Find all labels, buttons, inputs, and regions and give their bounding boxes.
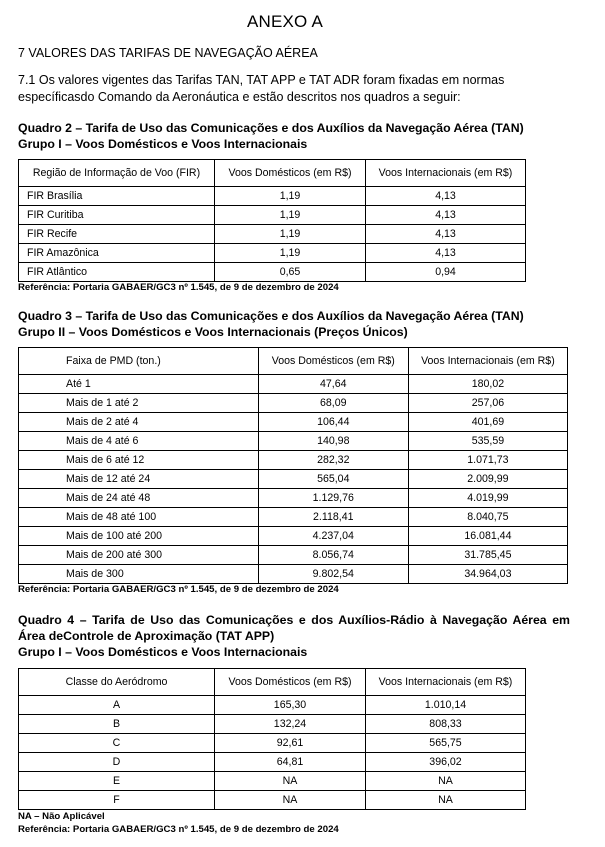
quadro2-table [18, 159, 526, 282]
table-row [19, 413, 568, 432]
section-title: 7 VALORES DAS TARIFAS DE NAVEGAÇÃO AÉREA [18, 46, 318, 60]
quadro4-title [18, 612, 570, 660]
row-label-cell: F [19, 791, 215, 810]
value-cell: 4,13 [366, 225, 526, 244]
value-cell: 396,02 [366, 753, 526, 772]
value-cell: 535,59 [408, 432, 567, 451]
value-cell: 401,69 [408, 413, 567, 432]
value-cell: 1,19 [215, 225, 366, 244]
quadro3-subtitle: Grupo II – Voos Domésticos e Voos Internacionais (Preços Únicos) [18, 325, 408, 339]
quadro2-subtitle: Grupo I – Voos Domésticos e Voos Internacionais [18, 137, 308, 151]
table-row [19, 791, 526, 810]
table-row [19, 394, 568, 413]
column-header: Faixa de PMD (ton.) [19, 348, 259, 375]
value-cell: NA [366, 791, 526, 810]
table-row [19, 715, 526, 734]
table-row [19, 451, 568, 470]
table-row [19, 206, 526, 225]
column-header: Voos Domésticos (em R$) [258, 348, 408, 375]
column-header: Classe do Aeródromo [19, 669, 215, 696]
value-cell: 2.009,99 [408, 470, 567, 489]
table-row [19, 753, 526, 772]
column-header: Voos Domésticos (em R$) [215, 160, 366, 187]
column-header: Região de Informação de Voo (FIR) [19, 160, 215, 187]
column-header: Voos Internacionais (em R$) [366, 669, 526, 696]
value-cell: 1.071,73 [408, 451, 567, 470]
table-row [19, 225, 526, 244]
row-label-cell: Mais de 200 até 300 [19, 546, 259, 565]
table-row [19, 432, 568, 451]
quadro4-title-line: Quadro 4 – Tarifa de Uso das Comunicações e dos Auxílios-Rádio à Navegação Aérea em Área deControle de Aproximação (TAT APP) [18, 613, 570, 643]
value-cell: 9.802,54 [258, 565, 408, 584]
value-cell: 2.118,41 [258, 508, 408, 527]
value-cell: 0,94 [366, 263, 526, 282]
table-row [19, 772, 526, 791]
value-cell: 92,61 [215, 734, 366, 753]
value-cell: 808,33 [366, 715, 526, 734]
row-label-cell: Mais de 100 até 200 [19, 527, 259, 546]
row-label-cell: Mais de 48 até 100 [19, 508, 259, 527]
row-label-cell: FIR Amazônica [19, 244, 215, 263]
column-header: Voos Internacionais (em R$) [366, 160, 526, 187]
value-cell: 4,13 [366, 244, 526, 263]
intro-paragraph: 7.1 Os valores vigentes das Tarifas TAN, TAT APP e TAT ADR foram fixadas em normas específicasdo Comando da Aeronáutica e estão descritos nos quadros a seguir: [18, 73, 505, 104]
quadro3-title-line: Quadro 3 – Tarifa de Uso das Comunicações e dos Auxílios da Navegação Aérea (TAN) [18, 309, 524, 323]
row-label-cell: FIR Atlântico [19, 263, 215, 282]
value-cell: 282,32 [258, 451, 408, 470]
value-cell: 1,19 [215, 206, 366, 225]
value-cell: 34.964,03 [408, 565, 567, 584]
row-label-cell: Mais de 6 até 12 [19, 451, 259, 470]
quadro4-table [18, 668, 526, 810]
annex-title: ANEXO A [246, 12, 324, 31]
row-label-cell: FIR Curitiba [19, 206, 215, 225]
value-cell: 64,81 [215, 753, 366, 772]
table-row [19, 263, 526, 282]
value-cell: NA [215, 772, 366, 791]
row-label-cell: D [19, 753, 215, 772]
value-cell: 180,02 [408, 375, 567, 394]
row-label-cell: FIR Brasília [19, 187, 215, 206]
value-cell: 1,19 [215, 187, 366, 206]
value-cell: 565,75 [366, 734, 526, 753]
value-cell: 0,65 [215, 263, 366, 282]
table-header-row [19, 348, 568, 375]
quadro3-body [19, 375, 568, 584]
row-label-cell: FIR Recife [19, 225, 215, 244]
value-cell: 8.040,75 [408, 508, 567, 527]
value-cell: 106,44 [258, 413, 408, 432]
value-cell: 4,13 [366, 187, 526, 206]
quadro2-body [19, 187, 526, 282]
value-cell: 257,06 [408, 394, 567, 413]
value-cell: 47,64 [258, 375, 408, 394]
value-cell: 68,09 [258, 394, 408, 413]
row-label-cell: Até 1 [19, 375, 259, 394]
table-row [19, 244, 526, 263]
table-row [19, 489, 568, 508]
table-row [19, 546, 568, 565]
quadro4-reference: Referência: Portaria GABAER/GC3 nº 1.545, de 9 de dezembro de 2024 [18, 824, 339, 835]
value-cell: NA [366, 772, 526, 791]
value-cell: 4.019,99 [408, 489, 567, 508]
value-cell: 4.237,04 [258, 527, 408, 546]
quadro2-title [18, 120, 570, 152]
value-cell: 16.081,44 [408, 527, 567, 546]
quadro2-reference: Referência: Portaria GABAER/GC3 nº 1.545, de 9 de dezembro de 2024 [18, 282, 339, 293]
row-label-cell: Mais de 2 até 4 [19, 413, 259, 432]
row-label-cell: Mais de 300 [19, 565, 259, 584]
value-cell: 132,24 [215, 715, 366, 734]
value-cell: 4,13 [366, 206, 526, 225]
row-label-cell: E [19, 772, 215, 791]
table-row [19, 375, 568, 394]
table-row [19, 508, 568, 527]
row-label-cell: B [19, 715, 215, 734]
value-cell: 565,04 [258, 470, 408, 489]
value-cell: 1,19 [215, 244, 366, 263]
value-cell: 1.010,14 [366, 696, 526, 715]
row-label-cell: Mais de 1 até 2 [19, 394, 259, 413]
table-row [19, 734, 526, 753]
table-row [19, 696, 526, 715]
row-label-cell: C [19, 734, 215, 753]
value-cell: NA [215, 791, 366, 810]
quadro4-note: NA – Não Aplicável [18, 811, 105, 822]
row-label-cell: Mais de 4 até 6 [19, 432, 259, 451]
table-row [19, 187, 526, 206]
value-cell: 1.129,76 [258, 489, 408, 508]
value-cell: 31.785,45 [408, 546, 567, 565]
table-row [19, 470, 568, 489]
quadro3-reference: Referência: Portaria GABAER/GC3 nº 1.545, de 9 de dezembro de 2024 [18, 584, 339, 595]
row-label-cell: Mais de 12 até 24 [19, 470, 259, 489]
value-cell: 8.056,74 [258, 546, 408, 565]
column-header: Voos Domésticos (em R$) [215, 669, 366, 696]
value-cell: 165,30 [215, 696, 366, 715]
table-header-row [19, 669, 526, 696]
quadro3-title [18, 308, 570, 340]
quadro4-body [19, 696, 526, 810]
table-row [19, 527, 568, 546]
value-cell: 140,98 [258, 432, 408, 451]
quadro3-table [18, 347, 568, 584]
row-label-cell: A [19, 696, 215, 715]
row-label-cell: Mais de 24 até 48 [19, 489, 259, 508]
column-header: Voos Internacionais (em R$) [408, 348, 567, 375]
table-row [19, 565, 568, 584]
table-header-row [19, 160, 526, 187]
quadro4-subtitle: Grupo I – Voos Domésticos e Voos Internacionais [18, 645, 308, 659]
quadro2-title-line: Quadro 2 – Tarifa de Uso das Comunicações e dos Auxílios da Navegação Aérea (TAN) [18, 121, 524, 135]
